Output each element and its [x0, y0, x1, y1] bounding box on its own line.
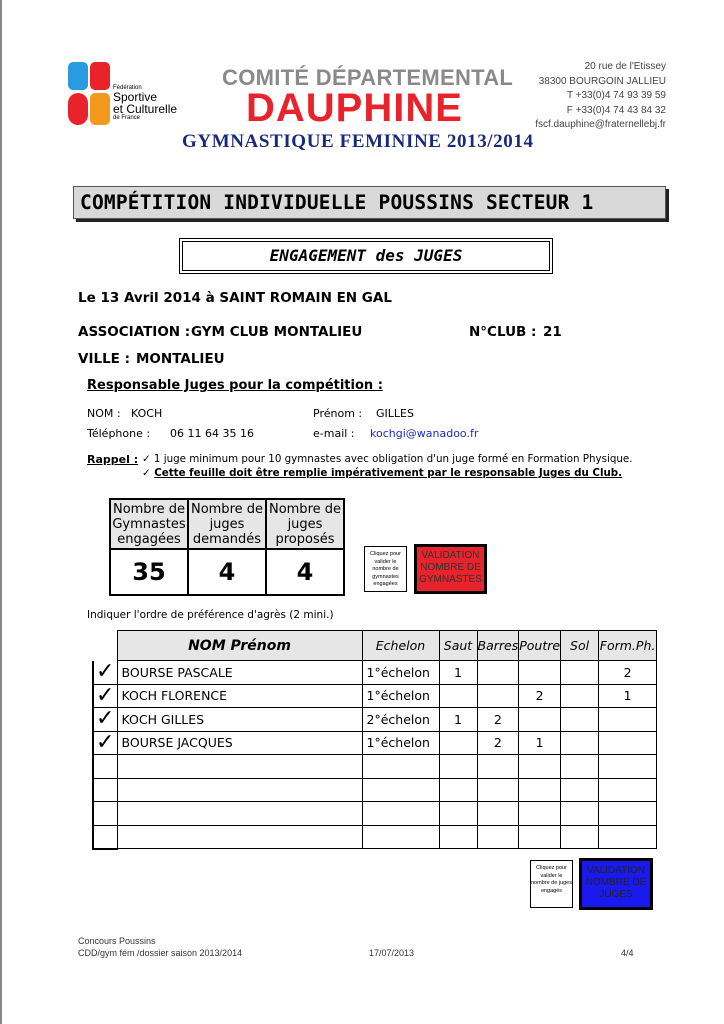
rappel-line1-text: 1 juge minimum pour 10 gymnastes avec obligation d'un juge formé en Formation Physique.	[153, 453, 633, 465]
association-label: ASSOCIATION :	[78, 324, 191, 340]
counts-header-row	[110, 499, 344, 549]
rappel-line2-text: Cette feuille doit être remplie impérativement par le responsable Juges du Club.	[154, 467, 623, 479]
judge-name-cell[interactable]: BOURSE PASCALE	[117, 661, 362, 685]
poutre-cell[interactable]	[519, 778, 561, 802]
address-fax: F +33(0)4 74 43 84 32	[566, 104, 666, 116]
header-juges-demandes: Nombre de juges demandés	[188, 499, 266, 549]
judge-name-cell[interactable]: KOCH FLORENCE	[117, 684, 362, 708]
click-note-gymnastes: Cliquez pour valider le nombre de gymnastes engagées	[364, 546, 407, 592]
footer-line2: CDD/gym fém /dossier saison 2013/2014	[78, 948, 243, 958]
judge-name-cell[interactable]: BOURSE JACQUES	[117, 731, 362, 755]
logo-text	[113, 85, 177, 121]
echelon-cell[interactable]: 1°échelon	[362, 731, 439, 755]
sol-cell[interactable]	[561, 802, 599, 826]
ville-label: VILLE :	[78, 351, 130, 367]
echelon-cell[interactable]	[362, 802, 439, 826]
telephone-label: Téléphone :	[87, 427, 151, 440]
engagement-box	[179, 238, 553, 274]
table-row	[93, 731, 657, 755]
rappel-line2	[142, 467, 622, 479]
header-nom-prenom: NOM Prénom	[117, 631, 362, 661]
ville-value: MONTALIEU	[136, 351, 225, 367]
check-cell[interactable]	[93, 755, 117, 779]
telephone-value: 06 11 64 35 16	[170, 427, 254, 440]
association-value: GYM CLUB MONTALIEU	[191, 324, 363, 340]
header-gymnastes: Nombre de Gymnastes engagées	[110, 499, 188, 549]
check-cell[interactable]: ✓	[93, 684, 117, 708]
address-block	[535, 60, 666, 133]
responsable-title: Responsable Juges pour la compétition :	[87, 378, 383, 393]
form-ph-cell[interactable]	[599, 825, 657, 849]
header-barres: Barres	[477, 631, 519, 661]
poutre-cell[interactable]	[519, 825, 561, 849]
check-cell[interactable]	[93, 825, 117, 849]
barres-cell[interactable]	[477, 684, 519, 708]
logo-square-red-top	[90, 62, 110, 90]
sol-cell[interactable]	[561, 708, 599, 732]
counts-table	[109, 498, 345, 596]
sol-cell[interactable]	[561, 825, 599, 849]
judge-name-cell[interactable]	[117, 755, 362, 779]
season-subtitle: GYMNASTIQUE FEMININE 2013/2014	[182, 131, 534, 152]
rappel-label: Rappel :	[87, 453, 139, 466]
poutre-cell[interactable]	[519, 802, 561, 826]
header-echelon: Echelon	[362, 631, 439, 661]
echelon-cell[interactable]	[362, 755, 439, 779]
barres-cell[interactable]	[477, 778, 519, 802]
table-row	[93, 778, 657, 802]
saut-cell[interactable]: 1	[439, 661, 477, 685]
barres-cell[interactable]: 2	[477, 731, 519, 755]
address-email: fscf.dauphine@fraternellebj.fr	[535, 119, 666, 130]
judges-header-row	[93, 631, 657, 661]
nom-label: NOM :	[87, 407, 121, 420]
prenom-value: GILLES	[376, 407, 414, 420]
poutre-cell[interactable]: 1	[519, 731, 561, 755]
judge-name-cell[interactable]	[117, 778, 362, 802]
header-form-ph: Form.Ph.	[599, 631, 657, 661]
check-mark-icon: ✓	[142, 453, 154, 465]
validation-juges-button[interactable]: VALIDATION NOMBRE DE JUGES	[579, 858, 653, 910]
address-city: 38300 BOURGOIN JALLIEU	[538, 75, 666, 87]
judge-name-cell[interactable]	[117, 825, 362, 849]
logo-text-small2: de France	[113, 115, 141, 121]
address-street: 20 rue de l'Etissey	[584, 61, 666, 72]
form-ph-cell[interactable]	[599, 708, 657, 732]
form-ph-cell[interactable]: 1	[599, 684, 657, 708]
validation-gymnastes-button[interactable]: VALIDATION NOMBRE DE GYMNASTES	[414, 544, 487, 594]
form-ph-cell[interactable]: 2	[599, 661, 657, 685]
club-label: N°CLUB :	[469, 324, 537, 340]
competition-banner	[73, 186, 666, 219]
rappel-line1	[142, 453, 633, 465]
form-ph-cell[interactable]	[599, 755, 657, 779]
echelon-cell[interactable]: 1°échelon	[362, 661, 439, 685]
form-ph-cell[interactable]	[599, 731, 657, 755]
order-note: Indiquer l'ordre de préférence d'agrès (2 mini.)	[87, 609, 334, 621]
logo-text-small: Fédération	[113, 85, 142, 91]
table-row	[93, 661, 657, 685]
check-mark-icon: ✓	[142, 467, 155, 479]
club-value: 21	[543, 324, 562, 340]
table-row	[93, 825, 657, 849]
saut-cell[interactable]	[439, 684, 477, 708]
header-check-spacer	[93, 631, 117, 661]
sol-cell[interactable]	[561, 778, 599, 802]
header-sol: Sol	[561, 631, 599, 661]
saut-cell[interactable]	[439, 802, 477, 826]
echelon-cell[interactable]	[362, 778, 439, 802]
poutre-cell[interactable]	[519, 708, 561, 732]
click-note-juges: Cliquez pour valider le nombre de juges engagés	[530, 860, 573, 908]
value-gymnastes[interactable]: 35	[110, 549, 188, 595]
judge-name-cell[interactable]	[117, 802, 362, 826]
logo-square-blue	[68, 62, 88, 90]
address-phone: T +33(0)4 74 93 39 59	[566, 90, 666, 101]
poutre-cell[interactable]: 2	[519, 684, 561, 708]
value-juges-proposes[interactable]: 4	[266, 549, 344, 595]
footer-line1: Concours Poussins	[78, 936, 156, 946]
barres-cell[interactable]	[477, 802, 519, 826]
echelon-cell[interactable]: 2°échelon	[362, 708, 439, 732]
echelon-cell[interactable]: 1°échelon	[362, 684, 439, 708]
barres-cell[interactable]	[477, 755, 519, 779]
counts-value-row	[110, 549, 344, 595]
nom-value: KOCH	[131, 407, 163, 420]
prenom-label: Prénom :	[313, 407, 363, 420]
email-label: e-mail :	[313, 427, 355, 440]
date-line: Le 13 Avril 2014 à SAINT ROMAIN EN GAL	[78, 290, 392, 306]
poutre-cell[interactable]	[519, 661, 561, 685]
form-ph-cell[interactable]	[599, 778, 657, 802]
check-cell[interactable]	[93, 778, 117, 802]
barres-cell[interactable]	[477, 825, 519, 849]
logo-square-red-bottom	[68, 93, 88, 125]
judge-name-cell[interactable]: KOCH GILLES	[117, 708, 362, 732]
saut-cell[interactable]	[439, 731, 477, 755]
check-cell[interactable]: ✓	[93, 661, 117, 685]
header-saut: Saut	[439, 631, 477, 661]
sol-cell[interactable]	[561, 684, 599, 708]
header-juges-proposes: Nombre de juges proposés	[266, 499, 344, 549]
check-cell[interactable]: ✓	[93, 731, 117, 755]
poutre-cell[interactable]	[519, 755, 561, 779]
table-row	[93, 755, 657, 779]
table-row	[93, 802, 657, 826]
sol-cell[interactable]	[561, 661, 599, 685]
sol-cell[interactable]	[561, 755, 599, 779]
sol-cell[interactable]	[561, 731, 599, 755]
saut-cell[interactable]	[439, 755, 477, 779]
value-juges-demandes: 4	[188, 549, 266, 595]
dauphine-title: DAUPHINE	[246, 86, 463, 130]
saut-cell[interactable]	[439, 778, 477, 802]
judges-table	[92, 630, 657, 850]
table-row	[93, 708, 657, 732]
barres-cell[interactable]: 2	[477, 708, 519, 732]
form-ph-cell[interactable]	[599, 802, 657, 826]
table-row	[93, 684, 657, 708]
echelon-cell[interactable]	[362, 825, 439, 849]
comite-title: COMITÉ DÉPARTEMENTAL	[222, 65, 514, 90]
saut-cell[interactable]: 1	[439, 708, 477, 732]
competition-title: COMPÉTITION INDIVIDUELLE POUSSINS SECTEUR 1	[80, 191, 594, 214]
barres-cell[interactable]	[477, 661, 519, 685]
check-cell[interactable]: ✓	[93, 708, 117, 732]
header-poutre: Poutre	[519, 631, 561, 661]
logo-text-line2: et Culturelle	[113, 102, 178, 116]
footer-page: 4/4	[621, 948, 634, 958]
engagement-title: ENGAGEMENT des JUGES	[269, 246, 463, 265]
page-edge	[0, 0, 2, 1024]
saut-cell[interactable]	[439, 825, 477, 849]
logo-square-orange	[90, 93, 110, 125]
logo-text-line1: Sportive	[113, 90, 158, 104]
email-link[interactable]: kochgi@wanadoo.fr	[370, 427, 479, 440]
fscf-logo	[66, 60, 118, 128]
footer-date: 17/07/2013	[369, 948, 415, 958]
check-cell[interactable]	[93, 802, 117, 826]
